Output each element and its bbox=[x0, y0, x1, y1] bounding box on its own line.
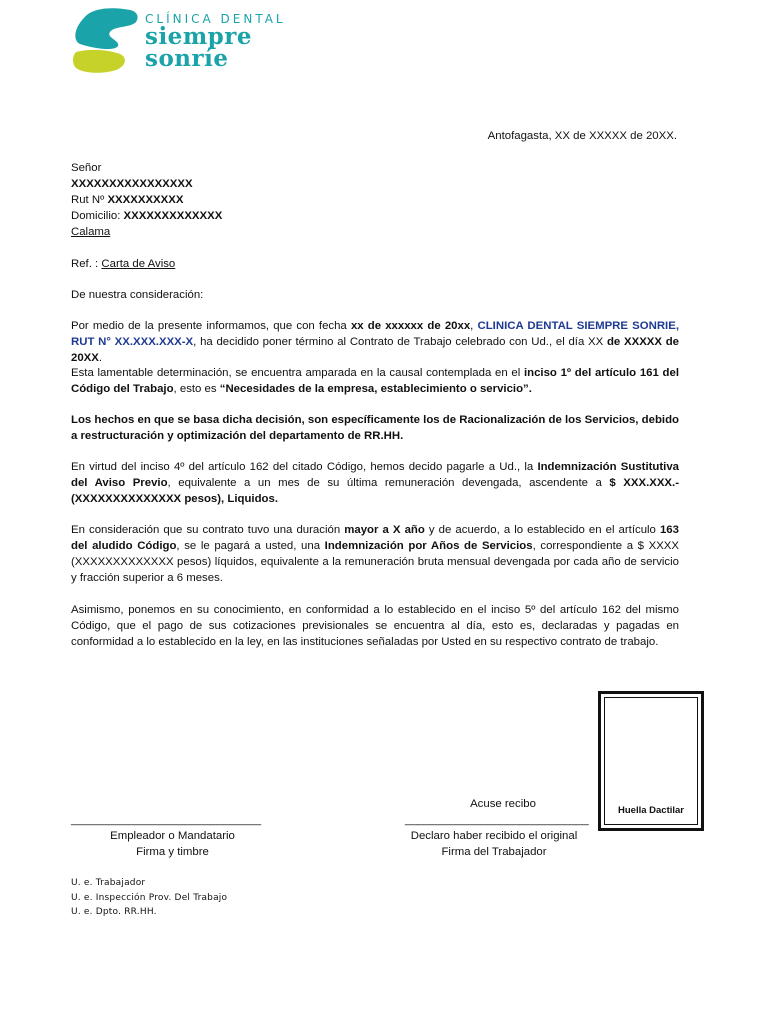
copy-item: U. e. Trabajador bbox=[71, 878, 146, 888]
recipient-rut bbox=[71, 192, 222, 208]
recipient-address bbox=[71, 208, 222, 224]
copy-item: U. e. Inspección Prov. Del Trabajo bbox=[71, 892, 228, 903]
employer-title: Empleador o Mandatario bbox=[110, 830, 235, 842]
p1-end-date: de XXXXX de 20XX bbox=[71, 336, 680, 364]
address-label: Domicilio: bbox=[71, 210, 124, 222]
p4-text-a: En virtud del inciso 4º del artículo 162 del citado Código, hemos decido pagarle a Ud., la bbox=[71, 461, 538, 473]
ref-label: Ref. : bbox=[71, 258, 102, 270]
copies-list bbox=[71, 876, 227, 920]
rut-label: Rut Nº bbox=[71, 194, 108, 206]
p1-text-c: , bbox=[470, 320, 478, 332]
p2-article: inciso 1º del artículo 161 del Código del Trabajo bbox=[71, 367, 679, 395]
paragraph-2 bbox=[71, 365, 679, 397]
p5-text-a: En consideración que su contrato tuvo una duración bbox=[71, 524, 345, 536]
paragraph-3: Los hechos en que se basa dicha decisión, son específicamente los de Racionalización de los Servicios, debido a restructuración y optimización del departamento de RR.HH. bbox=[71, 414, 679, 442]
p1-text-e: , ha decidido poner término al Contrato de Trabajo celebrado con Ud., el día XX bbox=[193, 336, 607, 348]
thumbprint-box bbox=[598, 691, 704, 831]
p5-indemnity: Indemnización por Años de Servicios bbox=[324, 540, 533, 552]
thumbprint-label: Huella Dactilar bbox=[618, 805, 684, 816]
paragraph-6: Asimismo, ponemos en su conocimiento, en conformidad a lo establecido en el inciso 5º del artículo 162 del mismo Código, que el pago de sus cotizaciones previsionales se encuentra al día, esto es, declaradas y pagadas en conformidad a lo establecido en la ley, en las instituciones señaladas por Usted en su respectivo contrato de trabajo. bbox=[71, 604, 679, 648]
reference-line bbox=[71, 256, 175, 272]
copy-item: U. e. Dpto. RR.HH. bbox=[71, 907, 157, 917]
letter-date: Antofagasta, XX de XXXXX de 20XX. bbox=[487, 130, 677, 142]
paragraph-4 bbox=[71, 459, 679, 507]
logo-line1: CLÍNICA DENTAL bbox=[145, 12, 286, 26]
p5-text-c: y de acuerdo, a lo establecido en el artículo bbox=[424, 524, 660, 536]
p4-text-c: , equivalente a un mes de su última remuneración devengada, ascendente a bbox=[167, 477, 610, 489]
worker-title: Declaro haber recibido el original bbox=[410, 830, 578, 842]
p4-amount: $ XXX.XXX.- (XXXXXXXXXXXXXX pesos), Liquidos. bbox=[71, 477, 679, 505]
p5-text-e: , se le pagará a usted, una bbox=[176, 540, 325, 552]
worker-signature-line: _____________________________ bbox=[405, 814, 589, 826]
salutation: Señor bbox=[71, 162, 102, 174]
recipient-name: XXXXXXXXXXXXXXXX bbox=[71, 178, 193, 190]
p5-text-g: , correspondiente a $ XXXX (XXXXXXXXXXXXX pesos) líquidos, equivalente a la remuneración bruta mensual devengada por cada año de servicio y fracción superior a 6 meses. bbox=[71, 540, 679, 584]
p1-company: CLINICA DENTAL SIEMPRE SONRIE, RUT N° XX.XXX.XXX-X bbox=[71, 320, 679, 348]
p5-duration: mayor a X año bbox=[344, 524, 425, 536]
employer-signature-line: ______________________________ bbox=[71, 814, 262, 826]
recipient-city: Calama bbox=[71, 226, 111, 238]
logo-mark-icon bbox=[70, 4, 150, 76]
p2-text-c: , esto es bbox=[173, 383, 220, 395]
recipient-block bbox=[71, 160, 222, 240]
p5-article: 163 del aludido Código bbox=[71, 524, 679, 552]
paragraph-1 bbox=[71, 318, 679, 366]
p1-text-g: . bbox=[98, 352, 103, 364]
employer-subtitle: Firma y timbre bbox=[136, 846, 209, 858]
p2-cause: “Necesidades de la empresa, establecimiento o servicio”. bbox=[219, 383, 532, 395]
logo-line3: sonríe bbox=[145, 45, 229, 72]
p2-text-a: Esta lamentable determinación, se encuentra amparada en la causal contemplada en el bbox=[71, 367, 524, 379]
paragraph-5 bbox=[71, 522, 679, 586]
p1-text-a: Por medio de la presente informamos, que con fecha bbox=[71, 320, 351, 332]
ref-value: Carta de Aviso bbox=[101, 258, 176, 270]
worker-subtitle: Firma del Trabajador bbox=[441, 846, 547, 858]
p1-date: xx de xxxxxx de 20xx bbox=[350, 320, 471, 332]
address-value: XXXXXXXXXXXXX bbox=[123, 210, 223, 222]
logo-line2: siempre bbox=[145, 23, 252, 50]
p4-indemnity: Indemnización Sustitutiva del Aviso Previo bbox=[71, 461, 679, 489]
receipt-heading: Acuse recibo bbox=[470, 798, 536, 810]
greeting: De nuestra consideración: bbox=[71, 289, 204, 301]
rut-value: XXXXXXXXXX bbox=[107, 194, 184, 206]
